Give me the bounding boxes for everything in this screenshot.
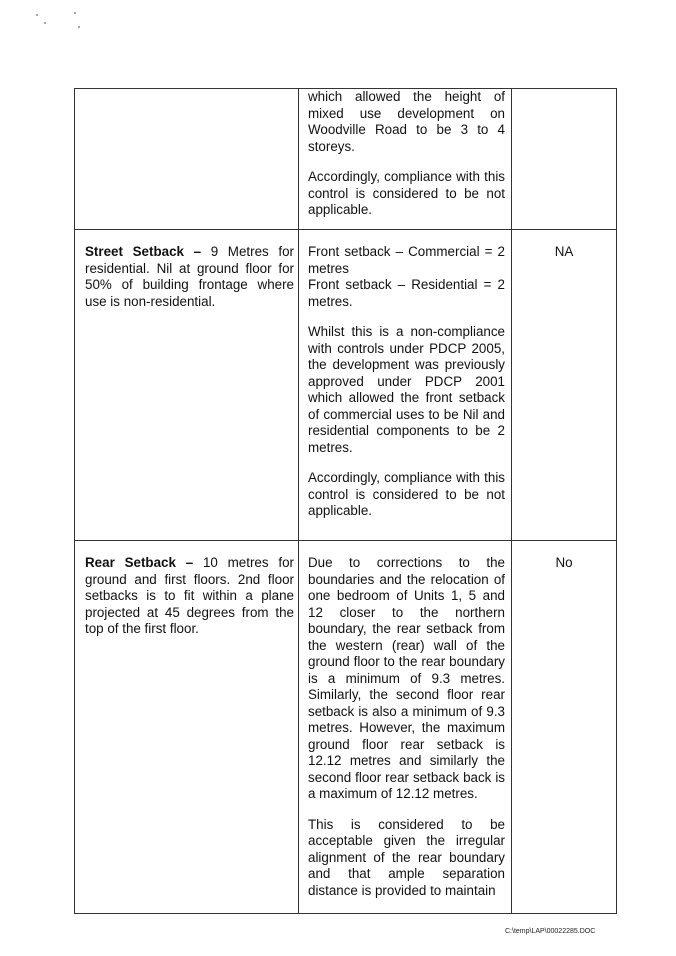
- complies-cell: No: [512, 541, 617, 914]
- complies-cell: [512, 89, 617, 230]
- control-term: Street Setback –: [85, 244, 202, 259]
- comment-paragraph: Whilst this is a non-compliance with controls under PDCP 2005, the development was previously approved under PDCP 2001 which allowed the front setback of commercial uses to be Nil and residential components to be 2 metres.: [308, 324, 505, 455]
- control-cell: [75, 230, 299, 541]
- comment-paragraph: Due to corrections to the boundaries and the relocation of one bedroom of Units 1, 5 and 12 closer to the northern boundary, the rear setback from the western (rear) wall of the ground floor to the rear boundary is a minimum of 9.3 metres. Similarly, the second floor rear setback is also a minimum of 9.3 metres. However, the maximum ground floor rear setback is 12.12 metres and similarly the second floor rear setback back is a maximum of 12.12 metres.: [308, 555, 505, 801]
- assessment-table: [74, 88, 617, 914]
- table-row: [75, 541, 617, 914]
- control-term: Rear Setback –: [85, 555, 194, 570]
- table-row: [75, 89, 617, 230]
- control-text: 9 Metres for residential. Nil at ground floor for 50% of building frontage where use is non-residential.: [85, 244, 294, 309]
- comment-cell: [299, 230, 512, 541]
- file-path-footer: C:\temp\LAP\00022285.DOC: [505, 928, 596, 935]
- comment-paragraph: Accordingly, compliance with this control is considered to be not applicable.: [308, 470, 505, 518]
- table-row: [75, 230, 617, 541]
- comment-paragraph: Accordingly, compliance with this control is considered to be not applicable.: [308, 169, 505, 217]
- control-cell: [75, 89, 299, 230]
- control-text: 10 metres for ground and first floors. 2nd floor setbacks is to fit within a plane projected at 45 degrees from the top of the first floor.: [85, 555, 294, 636]
- complies-cell: NA: [512, 230, 617, 541]
- comment-paragraph: Front setback – Commercial = 2 metres Front setback – Residential = 2 metres.: [308, 244, 505, 309]
- comment-cell: [299, 89, 512, 230]
- comment-cell: [299, 541, 512, 914]
- scan-artifact-marks: [34, 8, 94, 38]
- comment-paragraph: which allowed the height of mixed use development on Woodville Road to be 3 to 4 storeys.: [308, 89, 505, 154]
- comment-paragraph: This is considered to be acceptable given the irregular alignment of the rear boundary and that ample separation distance is provided to maintain: [308, 816, 505, 898]
- control-cell: [75, 541, 299, 914]
